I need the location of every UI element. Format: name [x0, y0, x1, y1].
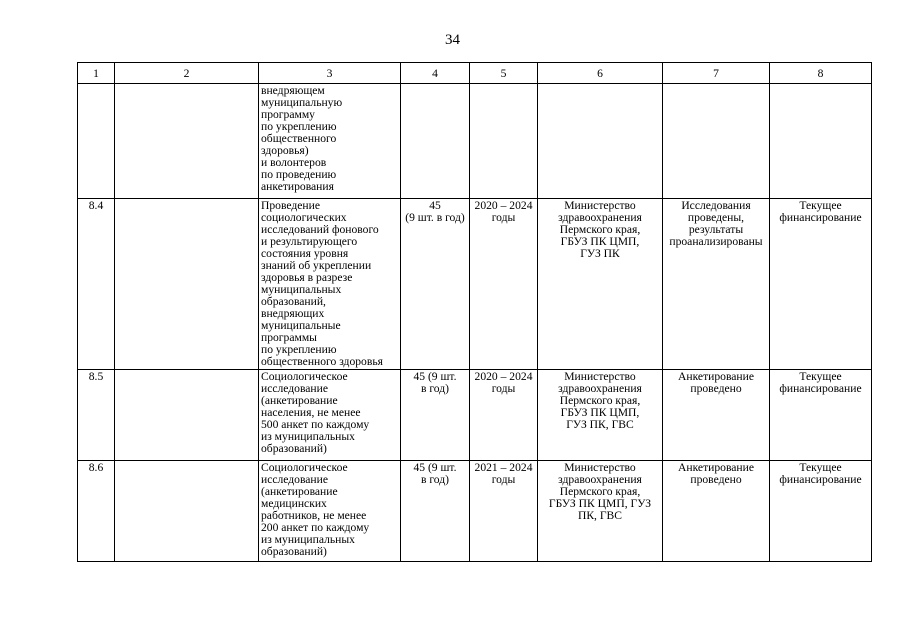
header-col-5: 5	[470, 63, 538, 84]
row-number	[78, 84, 115, 199]
expected-result: Исследования проведены, результаты проанализированы	[663, 199, 770, 370]
activity-name: внедряющем муниципальную программу по укреплению общественного здоровья) и волонтеров по проведению анкетирования	[259, 84, 401, 199]
period: 2021 – 2024 годы	[470, 461, 538, 562]
row-col2	[115, 199, 259, 370]
header-col-3: 3	[259, 63, 401, 84]
header-col-2: 2	[115, 63, 259, 84]
funding-source: Текущее финансирование	[770, 461, 872, 562]
row-col2	[115, 461, 259, 562]
table-row	[78, 370, 872, 461]
indicator-value	[401, 84, 470, 199]
activity-name: Социологическое исследование (анкетирование населения, не менее 500 анкет по каждому из муниципальных образований)	[259, 370, 401, 461]
activity-name: Социологическое исследование (анкетирование медицинских работников, не менее 200 анкет по каждому из муниципальных образований)	[259, 461, 401, 562]
row-number: 8.4	[78, 199, 115, 370]
activity-name: Проведение социологических исследований фонового и результирующего состояния уровня знаний об укреплении здоровья в разрезе муниципальных образований, внедряющих муниципальные программы по укреплению общественного здоровья	[259, 199, 401, 370]
header-col-8: 8	[770, 63, 872, 84]
funding-source: Текущее финансирование	[770, 199, 872, 370]
expected-result: Анкетирование проведено	[663, 370, 770, 461]
expected-result: Анкетирование проведено	[663, 461, 770, 562]
expected-result	[663, 84, 770, 199]
header-col-4: 4	[401, 63, 470, 84]
executor: Министерство здравоохранения Пермского края, ГБУЗ ПК ЦМП, ГУЗ ПК	[538, 199, 663, 370]
period	[470, 84, 538, 199]
row-number: 8.5	[78, 370, 115, 461]
indicator-value: 45 (9 шт. в год)	[401, 370, 470, 461]
row-number: 8.6	[78, 461, 115, 562]
row-col2	[115, 370, 259, 461]
funding-source: Текущее финансирование	[770, 370, 872, 461]
header-col-6: 6	[538, 63, 663, 84]
table-row	[78, 199, 872, 370]
funding-source	[770, 84, 872, 199]
header-col-7: 7	[663, 63, 770, 84]
table-row	[78, 84, 872, 199]
header-row	[78, 63, 872, 84]
indicator-value: 45 (9 шт. в год)	[401, 461, 470, 562]
row-col2	[115, 84, 259, 199]
period: 2020 – 2024 годы	[470, 199, 538, 370]
executor	[538, 84, 663, 199]
activity-plan-table	[77, 62, 872, 562]
indicator-value: 45 (9 шт. в год)	[401, 199, 470, 370]
executor: Министерство здравоохранения Пермского края, ГБУЗ ПК ЦМП, ГУЗ ПК, ГВС	[538, 461, 663, 562]
page-number: 34	[445, 32, 460, 48]
table-row	[78, 461, 872, 562]
period: 2020 – 2024 годы	[470, 370, 538, 461]
header-col-1: 1	[78, 63, 115, 84]
executor: Министерство здравоохранения Пермского края, ГБУЗ ПК ЦМП, ГУЗ ПК, ГВС	[538, 370, 663, 461]
